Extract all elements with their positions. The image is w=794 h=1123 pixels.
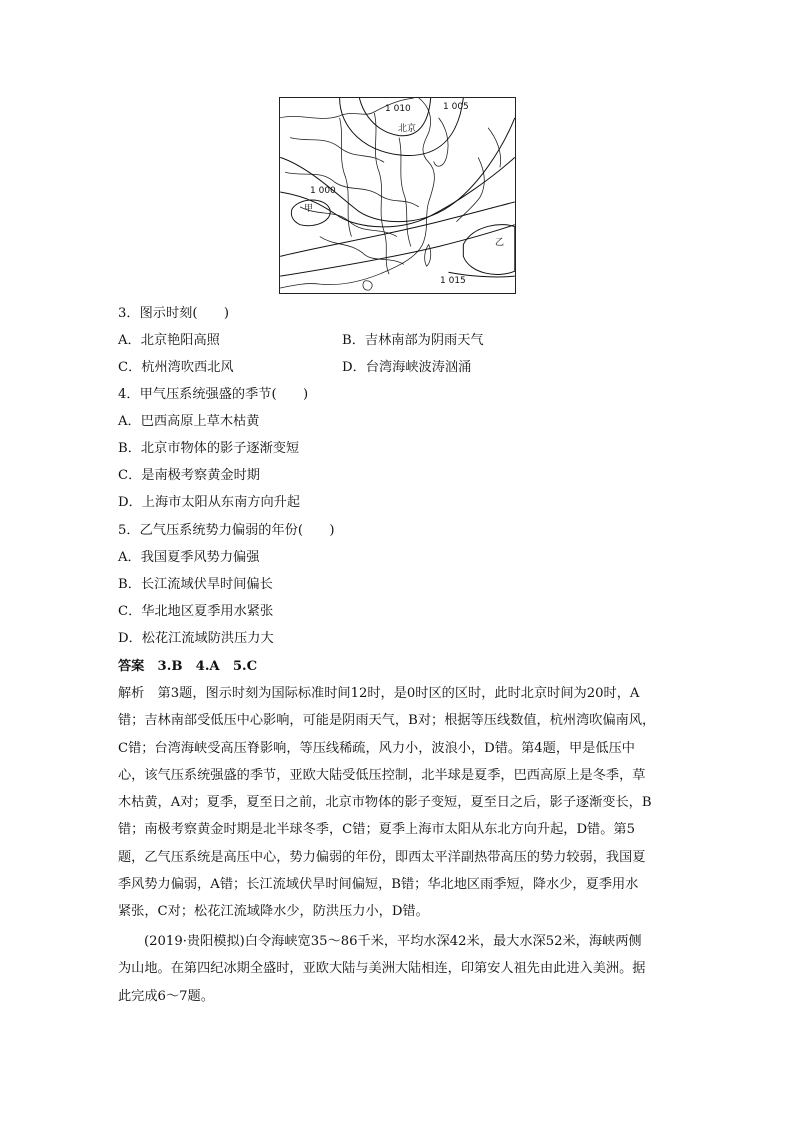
- analysis-line: 解析 第3题，图示时刻为国际标准时间12时，是0时区的区时，此时北京时间为20时，A: [118, 686, 640, 701]
- q4-option-c: C．是南极考察黄金时期: [118, 468, 260, 483]
- analysis-paragraph: [118, 680, 678, 926]
- q3-option-d: D．台湾海峡波涛汹涌: [342, 360, 472, 375]
- intro-paragraph: [118, 928, 678, 1010]
- weather-map: [279, 97, 516, 294]
- q5-option-d: D．松花江流域防洪压力大: [118, 631, 274, 646]
- question-4-stem: 4．甲气压系统强盛的季节( ): [118, 387, 309, 402]
- analysis-line: 错；南极考察黄金时期是北半球冬季，C错；夏季上海市太阳从东北方向升起，D错。第5: [118, 822, 635, 838]
- intro-line: 为山地。在第四纪冰期全盛时，亚欧大陆与美洲大陆相连，印第安人祖先由此进入美洲。据: [118, 961, 646, 977]
- q5-option-b: B．长江流域伏旱时间偏长: [118, 577, 273, 592]
- question-3-stem: 3．图示时刻( ): [118, 306, 229, 321]
- isobar-label-1010: 1 010: [385, 104, 411, 114]
- isobar-label-1005: 1 005: [443, 102, 469, 112]
- beijing-label: 北京: [398, 124, 417, 134]
- q4-option-b: B．北京市物体的影子逐渐变短: [118, 441, 300, 456]
- intro-line: 此完成6～7题。: [118, 988, 214, 1004]
- analysis-line: 木枯黄，A对；夏季，夏至日之前，北京市物体的影子变短，夏至日之后，影子逐渐变长，B: [118, 795, 652, 811]
- q5-option-a: A．我国夏季风势力偏强: [118, 550, 260, 565]
- q3-option-b: B．吉林南部为阴雨天气: [342, 333, 484, 348]
- intro-line: (2019·贵阳模拟)白令海峡宽35～86千米，平均水深42米，最大水深52米，海峡两侧: [144, 934, 642, 949]
- isobar-label-1015: 1 015: [440, 276, 466, 286]
- analysis-line: 季风势力偏弱，A错；长江流域伏旱时间偏短，B错；华北地区雨季短，降水少，夏季用水: [118, 877, 639, 893]
- question-5-stem: 5．乙气压系统势力偏弱的年份( ): [118, 523, 335, 538]
- answer-line: 答案 3.B 4.A 5.C: [118, 659, 258, 674]
- q3-option-a: A．北京艳阳高照: [118, 333, 220, 348]
- low-pressure-jia-label: 甲: [304, 204, 314, 214]
- analysis-line: C错；台湾海峡受高压脊影响，等压线稀疏，风力小，波浪小，D错。第4题，甲是低压中: [118, 740, 635, 756]
- analysis-line: 紧张，C对；松花江流域降水少，防洪压力小，D错。: [118, 904, 429, 920]
- q4-option-a: A．巴西高原上草木枯黄: [118, 414, 260, 429]
- analysis-line: 心，该气压系统强盛的季节，亚欧大陆受低压控制，北半球是夏季，巴西高原上是冬季，草: [118, 767, 646, 783]
- isobar-label-1000: 1 000: [310, 186, 336, 196]
- q5-option-c: C．华北地区夏季用水紧张: [118, 604, 274, 619]
- high-pressure-yi-label: 乙: [495, 238, 505, 248]
- q3-option-c: C．杭州湾吹西北风: [118, 360, 234, 375]
- analysis-line: 错；吉林南部受低压中心影响，可能是阴雨天气，B对；根据等压线数值，杭州湾吹偏南风，: [118, 713, 656, 729]
- analysis-line: 题，乙气压系统是高压中心，势力偏弱的年份，即西太平洋副热带高压的势力较弱，我国夏: [118, 849, 646, 865]
- q4-option-d: D．上海市太阳从东南方向升起: [118, 495, 301, 510]
